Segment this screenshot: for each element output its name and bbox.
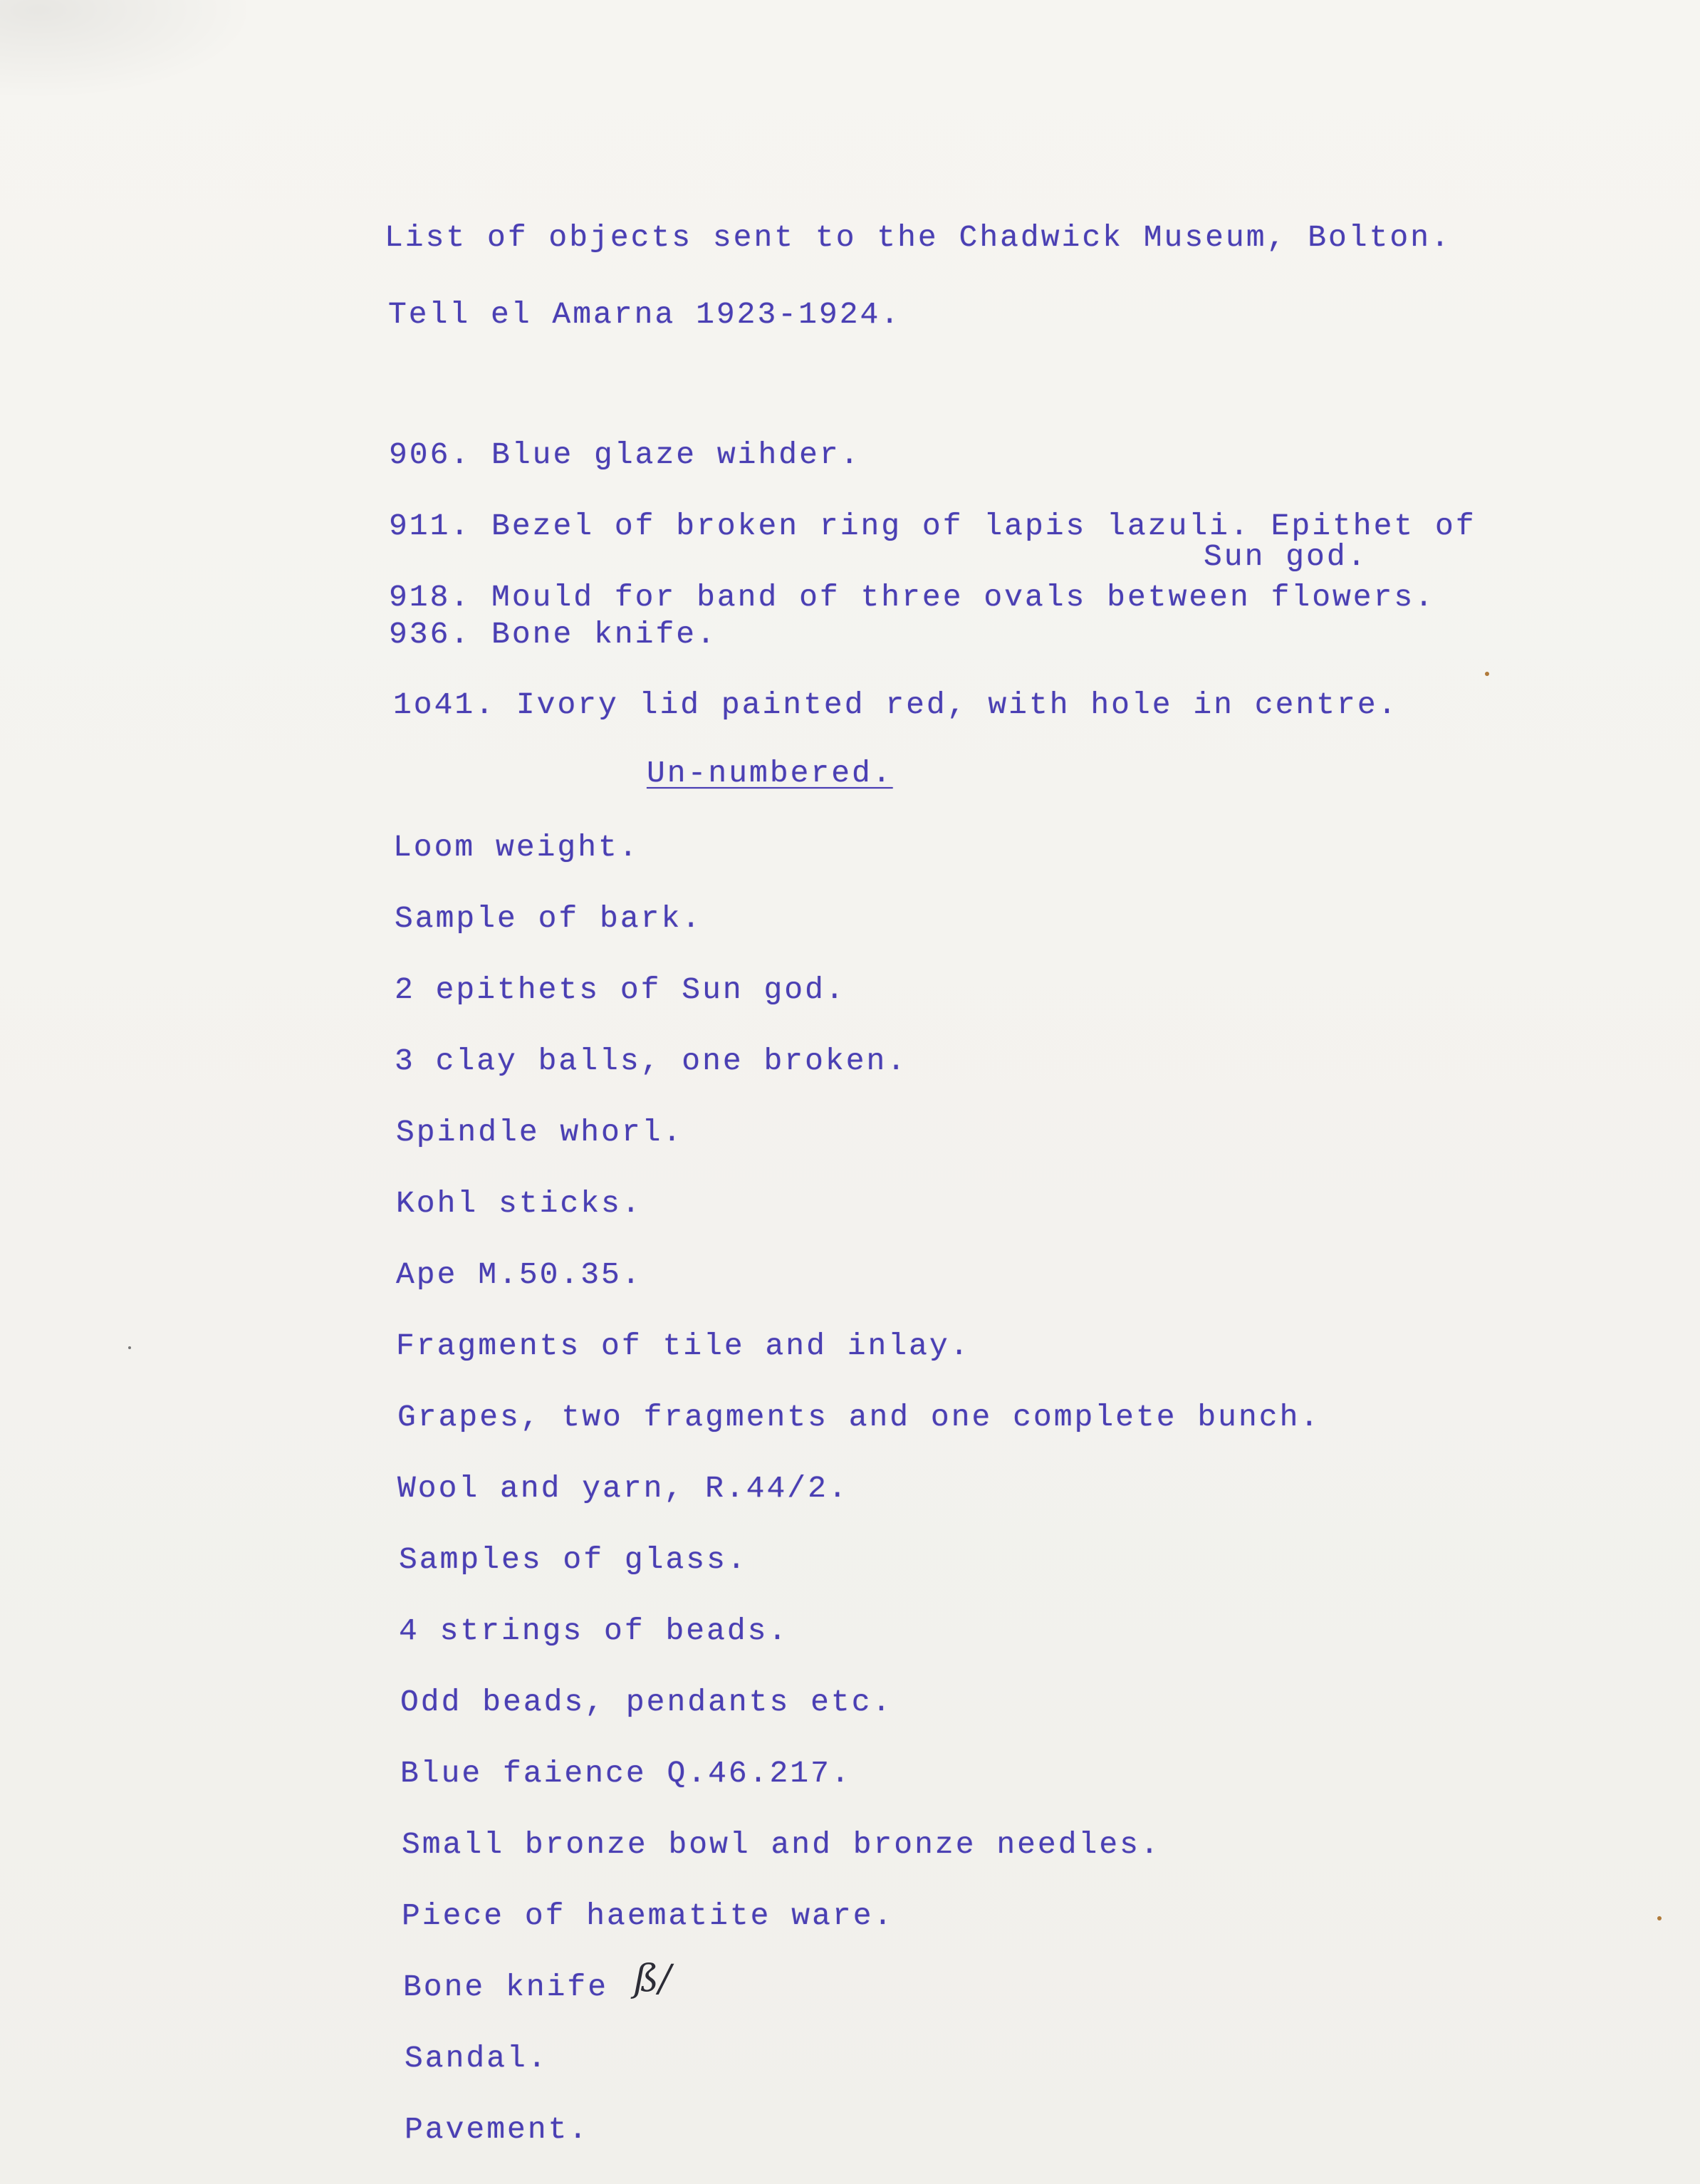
item-number: 1o41. — [393, 687, 496, 722]
list-item: Odd beads, pendants etc. — [400, 1685, 893, 1720]
item-number: 911. — [389, 509, 471, 544]
item-text: Bezel of broken ring of lapis lazuli. Epithet of — [491, 509, 1476, 544]
numbered-item — [389, 437, 861, 472]
item-text: Mould for band of three ovals between flowers. — [491, 580, 1436, 615]
list-item: Ape M.50.35. — [396, 1257, 642, 1292]
numbered-item — [393, 687, 1399, 722]
item-text: Bone knife. — [491, 617, 717, 652]
list-item — [403, 1972, 608, 2002]
list-item: Fragments of tile and inlay. — [396, 1328, 971, 1363]
item-number: 936. — [389, 617, 471, 652]
list-item: Pavement. — [405, 2112, 590, 2147]
document-title: List of objects sent to the Chadwick Museum, Bolton. — [385, 220, 1451, 255]
paper-speck — [1657, 1916, 1662, 1920]
section-heading: Un-numbered. — [647, 756, 893, 791]
handwritten-mark: ß/ — [634, 1957, 672, 2000]
numbered-item — [389, 509, 1476, 544]
list-item: Grapes, two fragments and one complete bunch. — [397, 1400, 1321, 1435]
item-number: 906. — [389, 437, 471, 472]
numbered-item — [389, 619, 717, 650]
list-item-text: Bone knife — [403, 1970, 609, 2004]
list-item: Sample of bark. — [395, 901, 703, 936]
paper-crease — [0, 0, 256, 100]
list-item: 3 clay balls, one broken. — [395, 1044, 908, 1078]
list-item: Sandal. — [405, 2041, 548, 2076]
paper-speck — [1485, 672, 1489, 676]
item-number: 918. — [389, 580, 471, 615]
list-item: 2 epithets of Sun god. — [395, 972, 846, 1007]
list-item: Loom weight. — [393, 830, 640, 865]
list-item: Spindle whorl. — [396, 1115, 684, 1150]
item-text: Ivory lid painted red, with hole in centre. — [516, 687, 1399, 722]
document-subtitle: Tell el Amarna 1923-1924. — [388, 297, 902, 332]
paper-speck — [128, 1346, 131, 1349]
list-item: Blue faience Q.46.217. — [400, 1756, 852, 1791]
list-item: Samples of glass. — [399, 1542, 748, 1577]
numbered-item — [389, 582, 1435, 613]
list-item: 4 strings of beads. — [399, 1613, 789, 1648]
list-item: Piece of haematite ware. — [402, 1898, 895, 1933]
list-item: Wool and yarn, R.44/2. — [397, 1471, 849, 1506]
list-item: Kohl sticks. — [396, 1186, 642, 1221]
list-item: Small bronze bowl and bronze needles. — [402, 1827, 1161, 1862]
item-text: Blue glaze wihder. — [491, 437, 861, 472]
item-continuation: Sun god. — [1204, 539, 1368, 574]
